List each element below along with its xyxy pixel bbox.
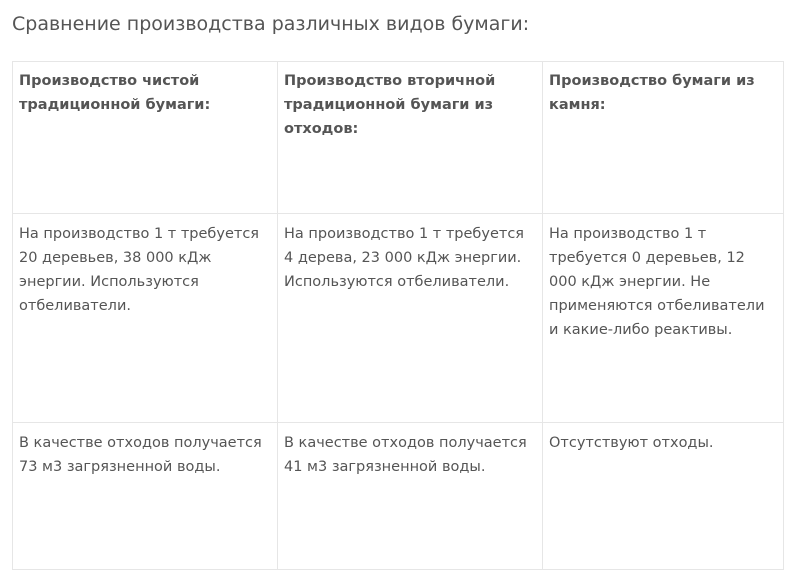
table-cell: На производство 1 т требуется 0 деревьев, 12 000 кДж энергии. Не применяются отбеливатели и какие-либо реактивы. [543, 214, 784, 423]
table-row [13, 423, 784, 570]
table-cell: На производство 1 т требуется 20 деревьев, 38 000 кДж энергии. Используются отбеливатели. [13, 214, 278, 423]
page-title: Сравнение производства различных видов бумаги: [12, 13, 530, 35]
header-cell-recycled: Производство вторичной традиционной бумаги из отходов: [278, 62, 543, 214]
comparison-table [12, 61, 784, 570]
table-cell: В качестве отходов получается 73 м3 загрязненной воды. [13, 423, 278, 570]
header-cell-stone: Производство бумаги из камня: [543, 62, 784, 214]
table-row [13, 214, 784, 423]
header-cell-traditional: Производство чистой традиционной бумаги: [13, 62, 278, 214]
table-header-row [13, 62, 784, 214]
table-cell: В качестве отходов получается 41 м3 загрязненной воды. [278, 423, 543, 570]
table-cell: На производство 1 т требуется 4 дерева, 23 000 кДж энергии. Используются отбеливатели. [278, 214, 543, 423]
table-cell: Отсутствуют отходы. [543, 423, 784, 570]
